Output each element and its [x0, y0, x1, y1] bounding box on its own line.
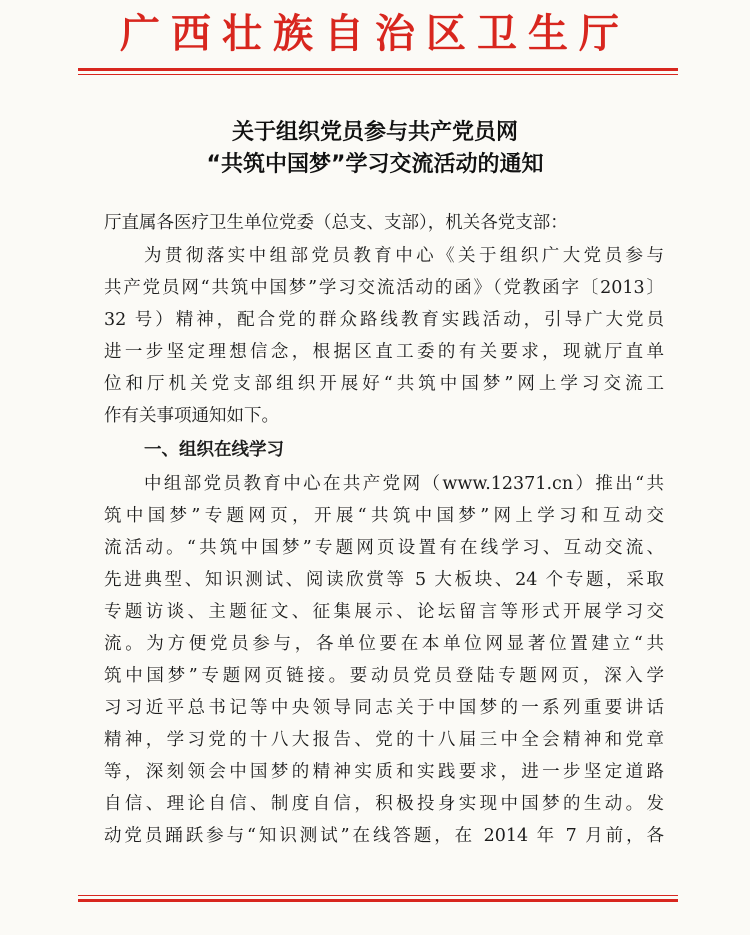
paragraph-2-line: 自信、理论自信、制度自信，积极投身实现中国梦的生动。发: [104, 794, 664, 814]
paragraph-2-line: 流。为方便党员参与，各单位要在本单位网显著位置建立“共: [104, 634, 664, 654]
paragraph-1-line: 进一步坚定理想信念，根据区直工委的有关要求，现就厅直单: [104, 342, 664, 362]
letterhead-top-rule-thick: [78, 68, 678, 71]
paragraph-2-line: 习习近平总书记等中央领导同志关于中国梦的一系列重要讲话: [104, 698, 664, 718]
paragraph-2-line: 流活动。“共筑中国梦”专题网页设置有在线学习、互动交流、: [104, 538, 664, 558]
salutation: 厅直属各医疗卫生单位党委（总支、支部），机关各党支部：: [104, 213, 568, 233]
paragraph-2-line: 先进典型、知识测试、阅读欣赏等 5 大板块、24 个专题，采取: [104, 570, 664, 590]
paragraph-2-line: 筑中国梦”专题网页，开展“共筑中国梦”网上学习和互动交: [104, 506, 664, 526]
paragraph-1-line: 作有关事项通知如下。: [104, 406, 279, 426]
paragraph-1-line: 共产党员网“共筑中国梦”学习交流活动的函》（党教函字〔2013〕: [104, 278, 664, 298]
document-title-line-1: 关于组织党员参与共产党员网: [231, 120, 518, 145]
paragraph-1-line: 为贯彻落实中组部党员教育中心《关于组织广大党员参与: [144, 246, 664, 266]
document-title-line-2: “共筑中国梦”学习交流活动的通知: [206, 152, 544, 177]
paragraph-2-line: 筑中国梦”专题网页链接。要动员党员登陆专题网页，深入学: [104, 666, 664, 686]
paragraph-2-line: 精神，学习党的十八大报告、党的十八届三中全会精神和党章: [104, 730, 664, 750]
paragraph-2-line: 动党员踊跃参与“知识测试”在线答题，在 2014 年 7 月前，各: [104, 826, 665, 846]
paragraph-2-line: 专题访谈、主题征文、征集展示、论坛留言等形式开展学习交: [104, 602, 664, 622]
paragraph-2-line: 中组部党员教育中心在共产党网（www.12371.cn）推出“共: [144, 474, 664, 494]
paragraph-1-line: 32 号）精神，配合党的群众路线教育实践活动，引导广大党员: [104, 310, 664, 330]
section-1-heading: 一、组织在线学习: [144, 440, 284, 460]
letterhead-title: 广西壮族自治区卫生厅: [120, 10, 630, 57]
footer-rule-thick: [78, 899, 678, 902]
letterhead-top-rule-thin: [78, 74, 678, 75]
paragraph-1-line: 位和厅机关党支部组织开展好“共筑中国梦”网上学习交流工: [104, 374, 664, 394]
paragraph-2-line: 等，深刻领会中国梦的精神实质和实践要求，进一步坚定道路: [104, 762, 664, 782]
footer-rule-thin: [78, 895, 678, 896]
